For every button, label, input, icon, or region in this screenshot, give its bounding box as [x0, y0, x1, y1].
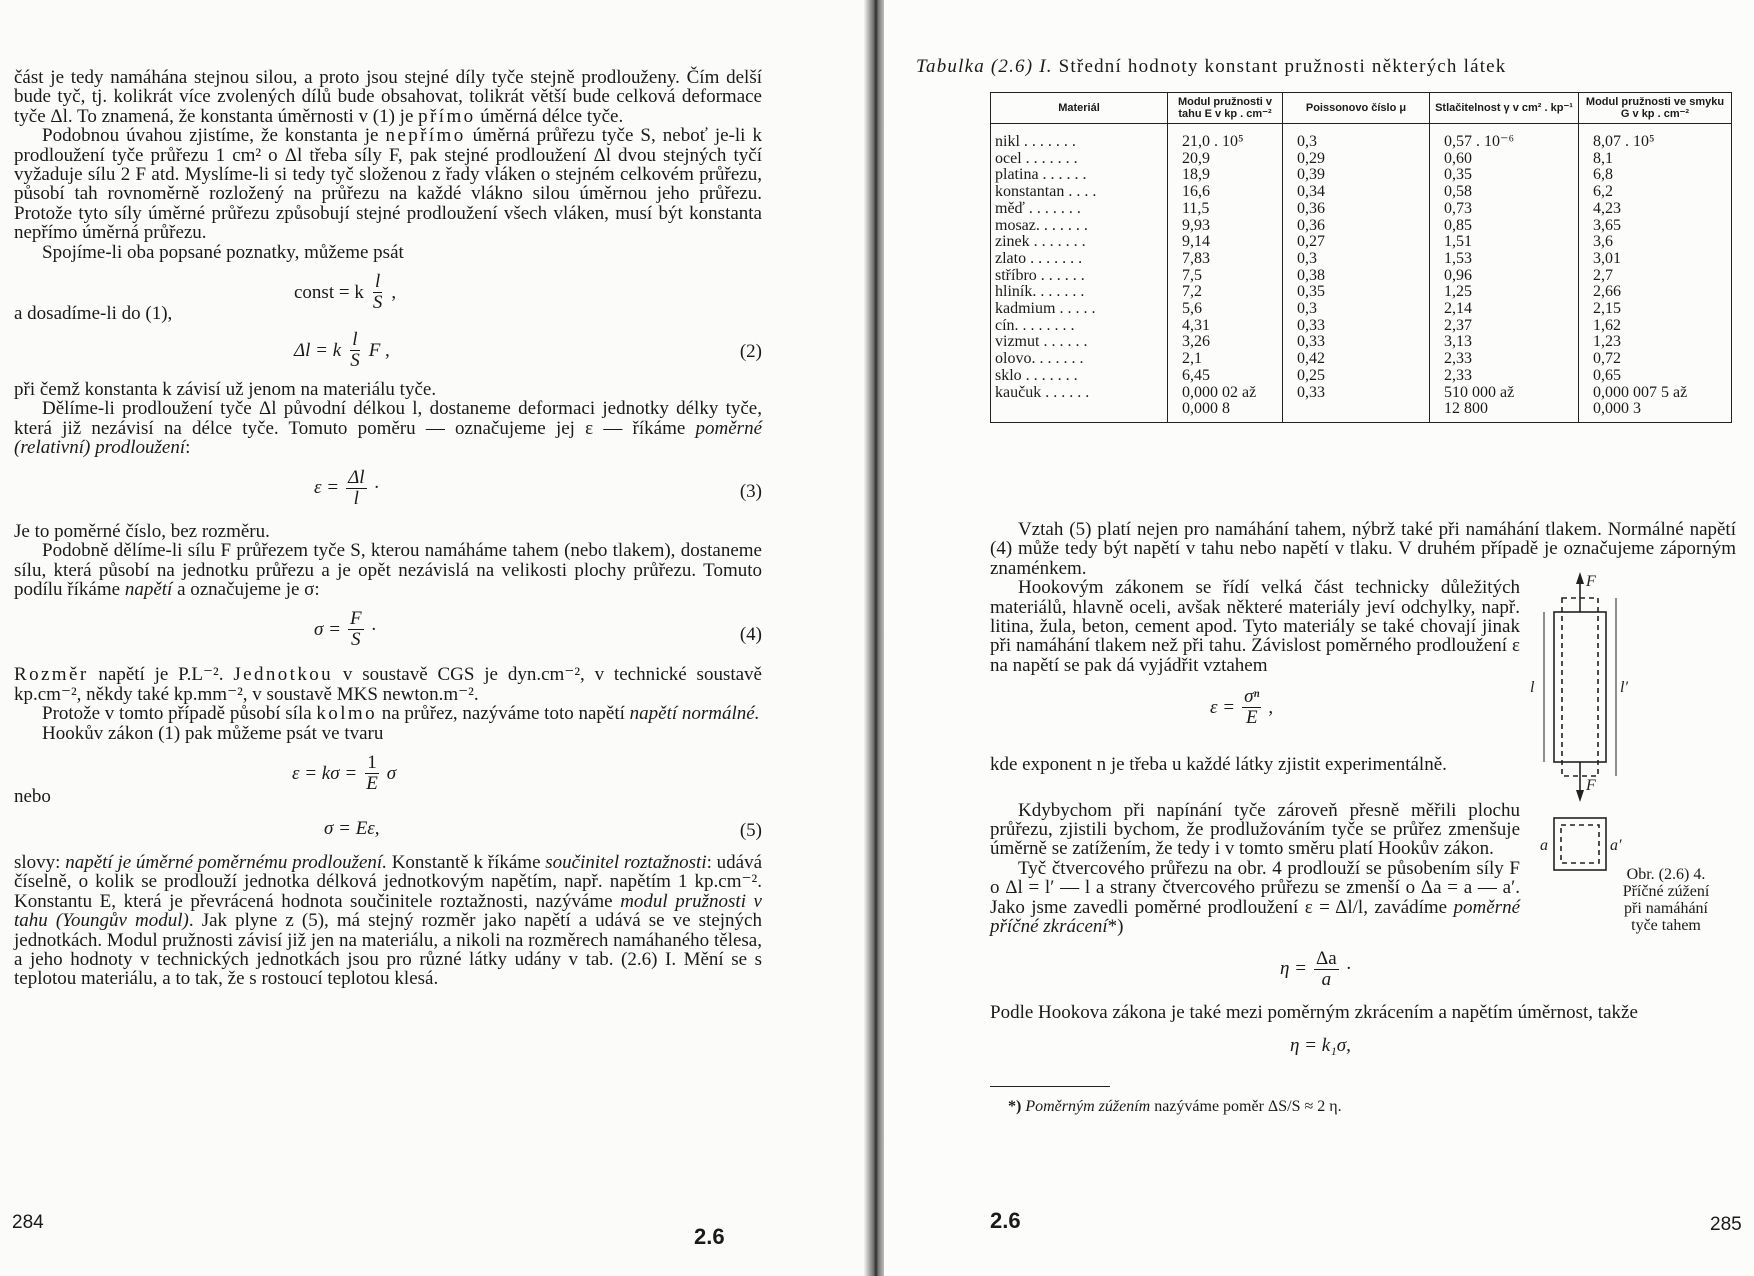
material-cell: stříbro . . . . . . [991, 268, 1168, 285]
table-caption: Tabulka (2.6) I. Střední hodnoty konstant pružnosti některých látek [916, 56, 1507, 77]
section-number: 2.6 [694, 1224, 725, 1249]
arrow-head-icon [1576, 572, 1584, 584]
value-cell: 0,27 [1283, 234, 1430, 251]
material-cell: zinek . . . . . . . [991, 234, 1168, 251]
material-cell: konstantan . . . . [991, 184, 1168, 201]
table-row [991, 334, 1732, 351]
paragraph: Rozměr napětí je P.L⁻². Jednotkou v soustavě CGS je dyn.cm⁻², v technické soustavě kp.cm⁻², někdy také kp.mm⁻², v soustavě MKS newton.m⁻². [14, 664, 762, 705]
paragraph: kde exponent n je třeba u každé látky zjistit experimentálně. [990, 754, 1447, 776]
material-cell: olovo. . . . . . . [991, 351, 1168, 368]
value-cell: 3,6 [1579, 234, 1732, 251]
value-cell: 3,65 [1579, 218, 1732, 235]
table-row [991, 284, 1732, 301]
elasticity-table [990, 92, 1732, 423]
paragraph: a dosadíme-li do (1), [14, 303, 173, 325]
table-row [991, 234, 1732, 251]
table-row [991, 318, 1732, 335]
value-cell: 0,57 . 10⁻⁶ [1430, 124, 1579, 151]
value-cell: 0,000 007 5 až 0,000 3 [1579, 385, 1732, 423]
paragraph: Protože v tomto případě působí síla kolmo na průřez, nazýváme toto napětí napětí normálné. [42, 703, 760, 725]
left-text-column [14, 68, 762, 989]
value-cell: 0,3 [1283, 251, 1430, 268]
material-cell: vizmut . . . . . . [991, 334, 1168, 351]
value-cell: 2,66 [1579, 284, 1732, 301]
value-cell: 0,29 [1283, 151, 1430, 168]
footnote-rule [990, 1086, 1110, 1087]
figure-caption-line: Obr. (2.6) 4. [1626, 866, 1706, 883]
page-number: 284 [12, 1212, 44, 1233]
value-cell: 4,31 [1168, 318, 1283, 335]
column-header: Modul pružnosti ve smyku G v kp . cm⁻² [1579, 93, 1732, 124]
value-cell: 16,6 [1168, 184, 1283, 201]
value-cell: 3,26 [1168, 334, 1283, 351]
paragraph: Kdybychom při napínání tyče zároveň přesně měřili plochu průřezu, zjistili bychom, že prodlužováním tyče se průřez zmenšuje úměrně se zatížením, že tedy i v tomto směru platí Hookův zákon. [990, 799, 1520, 860]
value-cell: 0,85 [1430, 218, 1579, 235]
equation-5: ε = kσ = $\frac{1}{E}$ σ nebo σ = Eε, (5) [14, 751, 762, 841]
value-cell: 2,33 [1430, 351, 1579, 368]
material-cell: kadmium . . . . . [991, 301, 1168, 318]
value-cell: 0,60 [1430, 151, 1579, 168]
column-header: Poissonovo číslo μ [1283, 93, 1430, 124]
rod-tension-figure [1520, 568, 1640, 880]
value-cell: 1,23 [1579, 334, 1732, 351]
footnote: *) Poměrným zúžením nazýváme poměr ΔS/S ≈ 2 η. [1008, 1097, 1342, 1115]
figure-caption-line: při namáhání [1624, 900, 1708, 917]
value-cell: 0,35 [1430, 167, 1579, 184]
value-cell: 1,51 [1430, 234, 1579, 251]
table-row [991, 167, 1732, 184]
equation-number: (2) [739, 341, 762, 363]
value-cell: 7,5 [1168, 268, 1283, 285]
value-cell: 2,7 [1579, 268, 1732, 285]
value-cell: 0,33 [1283, 334, 1430, 351]
label-l: l [1530, 679, 1535, 696]
paragraph: Hookův zákon (1) pak můžeme psát ve tvaru [42, 722, 384, 744]
value-cell: 0,72 [1579, 351, 1732, 368]
material-cell: mosaz. . . . . . . [991, 218, 1168, 235]
equation-2: Δl = k $\frac{l}{S}$ F , (2) [294, 329, 762, 372]
column-header: Stlačitelnost γ v cm² . kp⁻¹ [1430, 93, 1579, 124]
table-row [991, 124, 1732, 151]
value-cell: 0,65 [1579, 368, 1732, 385]
value-cell: 0,96 [1430, 268, 1579, 285]
equation-number: (5) [739, 819, 762, 841]
table-row [991, 151, 1732, 168]
value-cell: 6,45 [1168, 368, 1283, 385]
value-cell: 0,42 [1283, 351, 1430, 368]
arrow-head-icon [1576, 790, 1584, 802]
value-cell: 2,33 [1430, 368, 1579, 385]
material-cell: hliník. . . . . . . [991, 284, 1168, 301]
table-row [991, 351, 1732, 368]
material-cell: nikl . . . . . . . [991, 124, 1168, 151]
value-cell: 1,25 [1430, 284, 1579, 301]
label-a: a [1540, 837, 1548, 854]
paragraph: Je to poměrné číslo, bez rozměru. [14, 520, 270, 542]
value-cell: 2,1 [1168, 351, 1283, 368]
value-cell: 0,33 [1283, 385, 1430, 423]
left-page [0, 0, 870, 1276]
value-cell: 0,36 [1283, 218, 1430, 235]
paragraph: slovy: napětí je úměrné poměrnému prodloužení. Konstantě k říkáme součinitel roztažnosti: udává číselně, o kolik se prodlouží jednotka délková jednotkovým napětím, např. napětím 1 kp.cm⁻². Konstantu E, která je převrácená hodnota součinitele roztažnosti, nazýváme modul pružnosti v tahu (Youngův modul). Jak plyne z (5), má stejný rozměr jako napětí a udává se ve stejných jednotkách. Modul pružnosti závisí již jen na materiálu, a nikoli na rozměrech namáhaného tělesa, a jeho hodnoty v technických jednotkách jsou pro různé látky udány v tab. (2.6) I. Mění se s teplotou materiálu, a to tak, že s rostoucí teplotou klesá. [14, 851, 763, 990]
value-cell: 5,6 [1168, 301, 1283, 318]
value-cell: 3,01 [1579, 251, 1732, 268]
table-row [991, 268, 1732, 285]
value-cell: 2,14 [1430, 301, 1579, 318]
label-l-prime: l′ [1620, 679, 1628, 696]
value-cell: 8,1 [1579, 151, 1732, 168]
table-row [991, 251, 1732, 268]
value-cell: 3,13 [1430, 334, 1579, 351]
value-cell: 0,73 [1430, 201, 1579, 218]
value-cell: 1,53 [1430, 251, 1579, 268]
equation-6: ε = $\frac{\text{σⁿ}}{E}$ , [1210, 686, 1274, 729]
paragraph: nebo [14, 785, 51, 807]
paragraph: Podobně dělíme-li sílu F průřezem tyče S, kterou namáháme tahem (nebo tlakem), dostaneme sílu, která působí na jednotku průřezu a je opět nezávislá na velikosti plochy průřezu. Tomuto podílu říkáme napětí a označujeme je σ: [14, 540, 762, 600]
table-row [991, 201, 1732, 218]
paragraph: Podle Hookova zákona je také mezi poměrným zkrácením a napětím úměrnost, takže [990, 1001, 1638, 1023]
value-cell: 0,58 [1430, 184, 1579, 201]
paragraph: Hookovým zákonem se řídí velká část technicky důležitých materiálů, hlavně oceli, avšak některé materiály jeví odchylky, např. litina, žula, beton, cement apod. Tyto materiály se také chovají jinak při namáhání tlakem než při tahu. Závislost poměrného prodloužení ε na napětí se pak dá vyjádřit vztahem [990, 577, 1520, 676]
equation-8: η = k₁σ, [1290, 1034, 1351, 1056]
table-row [991, 385, 1732, 423]
paragraph: při čemž konstanta k závisí už jenom na materiálu tyče. [14, 379, 437, 401]
value-cell: 6,2 [1579, 184, 1732, 201]
rod-elongated-outline [1562, 598, 1598, 776]
value-cell: 1,62 [1579, 318, 1732, 335]
value-cell: 0,34 [1283, 184, 1430, 201]
value-cell: 6,8 [1579, 167, 1732, 184]
value-cell: 0,000 02 až 0,000 8 [1168, 385, 1283, 423]
value-cell: 21,0 . 10⁵ [1168, 124, 1283, 151]
value-cell: 7,83 [1168, 251, 1283, 268]
label-a-prime: a′ [1610, 837, 1622, 854]
value-cell: 0,25 [1283, 368, 1430, 385]
paragraph: Podobnou úvahou zjistíme, že konstanta je nepřímo úměrná průřezu tyče S, neboť je-li k prodloužení tyče průřezu 1 cm² o Δl třeba síly F, pak stejné prodloužení Δl dvou stejných tyčí vyžaduje sílu 2 F atd. Myslíme-li si tedy tyč složenou z řady vláken o stejném celkovém průřezu, působí tah rovnoměrně rozložený na průřezu na každé vlákno silou úměrnou jeho průřezu. Protože tyto síly úměrné průřezu způsobují stejné prodloužení všech vláken, musí být konstanta nepřímo úměrná průřezu. [14, 125, 762, 244]
table-row [991, 184, 1732, 201]
value-cell: 4,23 [1579, 201, 1732, 218]
value-cell: 2,37 [1430, 318, 1579, 335]
paragraph: Vztah (5) platí nejen pro namáhání tahem, nýbrž také při namáhání tlakem. Normálné napětí (4) může tedy být napětí v tahu nebo napětí v tlaku. V druhém případě je označujeme záporným znaménkem. [990, 519, 1736, 579]
page-number: 285 [1710, 1214, 1742, 1235]
paragraph: Dělíme-li prodloužení tyče Δl původní délkou l, dostaneme deformaci jednotky délky tyče, která již nezávisí na délce tyče. Tomuto poměru — označujeme jej ε — říkáme poměrné (relativní) prodloužení: [14, 398, 762, 459]
value-cell: 0,38 [1283, 268, 1430, 285]
material-cell: zlato . . . . . . . [991, 251, 1168, 268]
value-cell: 0,3 [1283, 124, 1430, 151]
value-cell: 9,93 [1168, 218, 1283, 235]
table-row [991, 301, 1732, 318]
material-cell: měď . . . . . . . [991, 201, 1168, 218]
equation-4: σ = $\frac{F}{S}$ · (4) [314, 608, 762, 651]
table-row [991, 218, 1732, 235]
material-cell: sklo . . . . . . . [991, 368, 1168, 385]
label-F-top: F [1586, 573, 1596, 590]
value-cell: 20,9 [1168, 151, 1283, 168]
column-header: Modul pružnosti v tahu E v kp . cm⁻² [1168, 93, 1283, 124]
paragraph: Spojíme-li oba popsané poznatky, můžeme psát [42, 241, 404, 263]
section-number: 2.6 [990, 1208, 1021, 1233]
value-cell: 9,14 [1168, 234, 1283, 251]
value-cell: 11,5 [1168, 201, 1283, 218]
equation-const: const = k $\frac{l}{S}$ , a dosadíme-li do (1), [14, 271, 397, 325]
material-cell: platina . . . . . . [991, 167, 1168, 184]
equation-7: η = $\frac{\Delta a}{a}$ · [1280, 947, 1352, 990]
value-cell: 0,36 [1283, 201, 1430, 218]
paragraph: Tyč čtvercového průřezu na obr. 4 prodlouží se působením síly F o Δl = l′ — l a strany čtvercového průřezu se zmenší o Δa = a — a′. Jako jsme zavedli poměrné prodloužení ε = Δl/l, zavádíme poměrné příčné zkrácení*) [990, 857, 1520, 938]
material-cell: cín. . . . . . . . [991, 318, 1168, 335]
figure-caption-line: tyče tahem [1631, 917, 1701, 934]
equation-number: (4) [739, 624, 762, 646]
value-cell: 0,39 [1283, 167, 1430, 184]
label-F-bottom: F [1586, 777, 1596, 794]
value-cell: 0,33 [1283, 318, 1430, 335]
column-header: Materiál [991, 93, 1168, 124]
value-cell: 0,3 [1283, 301, 1430, 318]
figure-caption [1606, 866, 1726, 934]
table-header-row [991, 93, 1732, 124]
material-cell: kaučuk . . . . . . [991, 385, 1168, 423]
value-cell: 510 000 až 12 800 [1430, 385, 1579, 423]
equation-number: (3) [739, 480, 762, 502]
value-cell: 0,35 [1283, 284, 1430, 301]
equation-3: ε = $\frac{\Delta l}{l}$ · (3) [314, 466, 762, 509]
figure-caption-line: Příčné zúžení [1622, 883, 1710, 900]
cross-section-reduced [1561, 825, 1599, 863]
paragraph: část je tedy namáhána stejnou silou, a proto jsou stejné díly tyče stejně prodlouženy. Čím delší bude tyč, tj. kolikrát více zvolených dílů bude obsahovat, tolikrát větší bude celková deformace tyče Δl. To znamená, že konstanta úměrnosti v (1) je přímo úměrná délce tyče. [14, 67, 762, 127]
value-cell: 8,07 . 10⁵ [1579, 124, 1732, 151]
table-row [991, 368, 1732, 385]
material-cell: ocel . . . . . . . [991, 151, 1168, 168]
value-cell: 2,15 [1579, 301, 1732, 318]
value-cell: 18,9 [1168, 167, 1283, 184]
value-cell: 7,2 [1168, 284, 1283, 301]
